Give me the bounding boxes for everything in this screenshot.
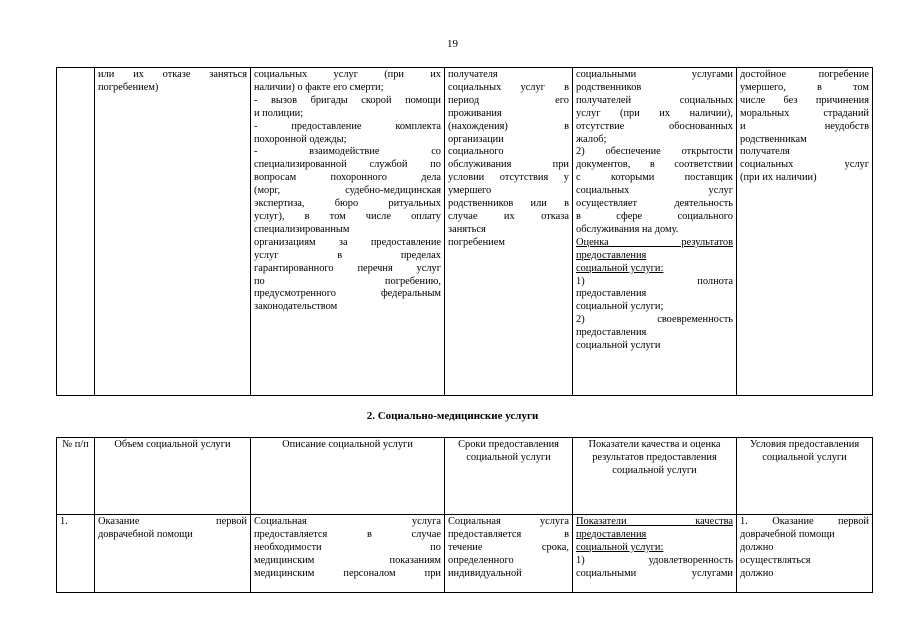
text-line: услуг (при их наличии),	[576, 107, 733, 119]
text-line: - взаимодействие со	[254, 146, 441, 158]
text-line: Показатели качества	[576, 516, 733, 527]
cell-volume	[95, 515, 251, 593]
text-line: обслуживания при	[448, 159, 569, 171]
text-line: должно	[740, 567, 774, 579]
cell-conditions	[737, 68, 873, 396]
section-title: 2. Социально-медицинские услуги	[366, 410, 539, 422]
text-line: вопросам похоронного дела	[254, 172, 441, 184]
text-line: 1) полнота	[576, 275, 733, 287]
text-line: специализированной службой по	[254, 159, 441, 171]
text-line: социальными услугами	[576, 69, 733, 80]
text-line: определенного	[448, 554, 514, 566]
text-line: предоставляется в случае	[254, 528, 441, 540]
header-description: Описание социальной услуги	[251, 438, 445, 515]
text-line: течение срока,	[448, 541, 569, 553]
cell-quality	[573, 515, 737, 593]
text-line: - предоставление комплекта	[254, 120, 441, 132]
text-line: или их отказе заняться	[98, 69, 247, 80]
text-line: получателя	[448, 69, 498, 80]
text-line: похоронной одежды;	[254, 133, 347, 145]
page-number: 19	[447, 38, 458, 50]
text-line: социальной услуги;	[576, 301, 664, 313]
header-volume: Объем социальной услуги	[95, 438, 251, 515]
text-line: родственникам	[740, 133, 807, 145]
header-quality: Показатели качества и оценка результатов предоставления социальной услуги	[573, 438, 737, 515]
text-line: специализированным	[254, 223, 350, 235]
text-line: и полиции;	[254, 107, 304, 119]
continued-table	[56, 67, 873, 396]
text-line: Социальная услуга	[448, 516, 569, 527]
text-line: медицинским показаниям	[254, 554, 441, 566]
cell-terms	[445, 68, 573, 396]
header-conditions: Условия предоставления социальной услуги	[737, 438, 873, 515]
text-line: обслуживания на дому.	[576, 223, 679, 235]
text-line: моральных страданий	[740, 107, 869, 119]
text-line: законодательством	[254, 301, 338, 313]
text-line: услуг в пределах	[254, 249, 441, 261]
cell-conditions	[737, 515, 873, 593]
text-line: доврачебной помощи	[740, 528, 835, 540]
table-header-row	[57, 438, 873, 515]
text-line: социальных услуг	[740, 159, 869, 171]
text-line: предоставления	[576, 528, 647, 540]
text-line: период его	[448, 94, 569, 106]
text-line: случае их отказа	[448, 210, 569, 222]
text-line: гарантированного перечня услуг	[254, 262, 441, 274]
text-line: предусмотренного федеральным	[254, 288, 441, 300]
text-line: социальной услуги:	[576, 541, 664, 553]
text-line: осуществляться	[740, 554, 811, 566]
cell-description	[251, 68, 445, 396]
text-line: умершего	[448, 185, 492, 197]
text-line: с которыми поставщик	[576, 172, 733, 184]
text-line: 2) своевременность	[576, 314, 733, 326]
text-line: получателя	[740, 146, 790, 158]
text-line: предоставляется в	[448, 528, 569, 540]
text-line: и неудобств	[740, 120, 869, 132]
text-line: социальных услуг в	[448, 81, 569, 93]
social-medical-services-table	[56, 437, 873, 593]
cell-number	[57, 68, 95, 396]
text-line: социальной услуги:	[576, 262, 664, 274]
text-line: - вызов бригады скорой помощи	[254, 94, 441, 106]
text-line: социальными услугами	[576, 567, 733, 579]
cell-description	[251, 515, 445, 593]
table-row	[57, 515, 873, 593]
text-line: 1.	[60, 516, 68, 527]
text-line: достойное погребение	[740, 69, 869, 80]
header-terms: Сроки предоставления социальной услуги	[445, 438, 573, 515]
text-line: 2) обеспечение открытости	[576, 146, 733, 158]
text-line: Оказание первой	[98, 516, 247, 527]
text-line: в сфере социального	[576, 210, 733, 222]
text-line: получателей социальных	[576, 94, 733, 106]
cell-quality	[573, 68, 737, 396]
text-line: организации	[448, 133, 504, 145]
text-line: организациям за предоставление	[254, 236, 441, 248]
text-line: индивидуальной	[448, 567, 522, 579]
text-line: жалоб;	[576, 133, 607, 145]
text-line: необходимости по	[254, 541, 441, 553]
text-line: социальной услуги	[576, 340, 661, 352]
text-line: предоставления	[576, 249, 647, 261]
text-line: отсутствие обоснованных	[576, 120, 733, 132]
text-line: условии отсутствия у	[448, 172, 569, 184]
table-row	[57, 68, 873, 396]
text-line: наличии) о факте его смерти;	[254, 81, 384, 93]
text-line: родственников	[576, 81, 642, 93]
cell-number	[57, 515, 95, 593]
text-line: родственников или в	[448, 198, 569, 210]
text-line: погребением)	[98, 81, 159, 93]
text-line: проживания	[448, 107, 502, 119]
text-line: предоставления	[576, 288, 647, 300]
text-line: услуг), в том числе оплату	[254, 210, 441, 222]
text-line: числе без причинения	[740, 94, 869, 106]
text-line: Оценка результатов	[576, 236, 733, 248]
text-line: доврачебной помощи	[98, 528, 193, 540]
text-line: (морг, судебно-медицинская	[254, 185, 441, 197]
header-number: № п/п	[57, 438, 95, 515]
text-line: социального	[448, 146, 504, 158]
text-line: Социальная услуга	[254, 516, 441, 527]
text-line: должно	[740, 541, 774, 553]
text-line: медицинским персоналом при	[254, 567, 441, 579]
text-line: заняться	[448, 223, 486, 235]
text-line: 1) удовлетворенность	[576, 554, 733, 566]
cell-terms	[445, 515, 573, 593]
text-line: умершего, в том	[740, 81, 869, 93]
text-line: погребением	[448, 236, 505, 248]
text-line: (нахождения) в	[448, 120, 569, 132]
text-line: 1. Оказание первой	[740, 516, 869, 527]
text-line: социальных услуг	[576, 185, 733, 197]
text-line: осуществляет деятельность	[576, 198, 733, 210]
text-line: экспертиза, бюро ритуальных	[254, 198, 441, 210]
cell-volume	[95, 68, 251, 396]
text-line: по погребению,	[254, 275, 441, 287]
text-line: социальных услуг (при их	[254, 69, 441, 80]
text-line: документов, в соответствии	[576, 159, 733, 171]
text-line: (при их наличии)	[740, 172, 817, 184]
text-line: предоставления	[576, 327, 647, 339]
